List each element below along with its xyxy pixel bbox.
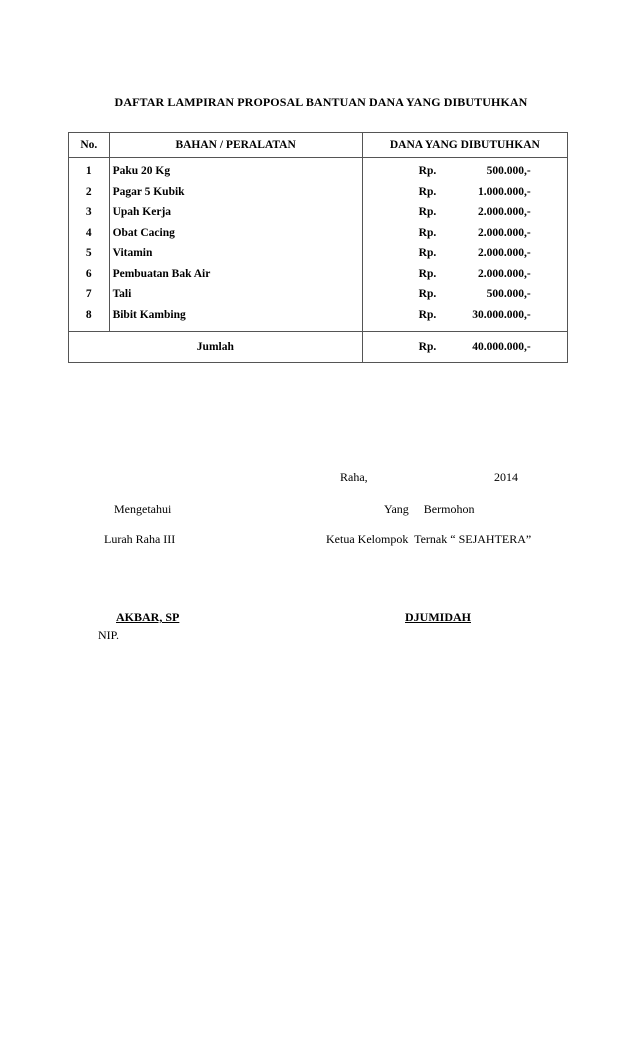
currency-label: Rp. xyxy=(418,308,437,321)
amount-value: 2.000.000,- xyxy=(477,247,531,259)
left-signer-name: AKBAR, SP xyxy=(116,610,180,624)
header-bahan: BAHAN / PERALATAN xyxy=(109,133,362,158)
currency-label: Rp. xyxy=(418,288,437,300)
row-dana xyxy=(363,223,567,244)
left-title: Lurah Raha III xyxy=(104,532,176,546)
currency-label: Rp. xyxy=(418,165,437,177)
currency-label: Rp. xyxy=(418,247,437,259)
nip-label: NIP. xyxy=(98,628,120,642)
left-role: Mengetahui xyxy=(114,502,172,516)
row-bahan: Pagar 5 Kubik xyxy=(112,185,185,198)
budget-table xyxy=(68,132,568,363)
row-bahan: Paku 20 Kg xyxy=(112,165,171,177)
table-header-row xyxy=(69,133,568,158)
row-dana xyxy=(363,264,567,285)
total-label: Jumlah xyxy=(69,332,363,363)
row-no: 2 xyxy=(85,185,92,198)
row-dana xyxy=(363,182,567,203)
currency-label: Rp. xyxy=(418,267,437,280)
row-no: 6 xyxy=(85,267,92,280)
amount-value: 30.000.000,- xyxy=(472,308,531,321)
row-no: 7 xyxy=(85,288,92,300)
header-dana: DANA YANG DIBUTUHKAN xyxy=(362,133,567,158)
amount-value: 2.000.000,- xyxy=(477,226,531,239)
bahan-column xyxy=(109,158,362,332)
row-bahan: Obat Cacing xyxy=(112,226,175,239)
row-dana xyxy=(363,284,567,305)
amount-value: 500.000,- xyxy=(486,288,531,300)
right-signer-name: DJUMIDAH xyxy=(405,610,471,624)
row-dana xyxy=(363,305,567,326)
row-no: 8 xyxy=(85,308,92,321)
row-bahan: Upah Kerja xyxy=(112,206,172,218)
total-amount-line xyxy=(363,341,567,353)
items-row xyxy=(69,158,568,332)
row-bahan: Vitamin xyxy=(112,247,153,259)
amount-value: 2.000.000,- xyxy=(477,267,531,280)
no-column xyxy=(69,158,110,332)
row-dana xyxy=(363,243,567,264)
row-bahan: Bibit Kambing xyxy=(112,308,186,321)
year-label: 2014 xyxy=(494,470,518,484)
right-role: Yang Bermohon xyxy=(384,502,475,516)
row-bahan: Pembuatan Bak Air xyxy=(112,267,211,280)
row-dana xyxy=(363,202,567,223)
amount-value: 500.000,- xyxy=(486,165,531,177)
currency-label: Rp. xyxy=(418,226,437,239)
header-no: No. xyxy=(69,133,110,158)
row-no: 1 xyxy=(85,165,92,177)
row-bahan: Tali xyxy=(112,288,132,300)
page-title: DAFTAR LAMPIRAN PROPOSAL BANTUAN DANA YANG DIBUTUHKAN xyxy=(114,95,528,109)
currency-label: Rp. xyxy=(418,206,437,218)
dana-column xyxy=(362,158,567,332)
amount-value: 1.000.000,- xyxy=(477,185,531,198)
row-dana xyxy=(363,161,567,182)
amount-value: 2.000.000,- xyxy=(477,206,531,218)
row-no: 3 xyxy=(85,206,92,218)
currency-label: Rp. xyxy=(418,341,437,353)
total-amount-value: 40.000.000,- xyxy=(472,341,531,353)
right-title: Ketua Kelompok Ternak “ SEJAHTERA” xyxy=(326,532,532,546)
row-no: 4 xyxy=(85,226,92,239)
total-dana xyxy=(362,332,567,363)
place-label: Raha, xyxy=(340,470,368,484)
total-row xyxy=(69,332,568,363)
row-no: 5 xyxy=(85,247,92,259)
currency-label: Rp. xyxy=(418,185,437,198)
